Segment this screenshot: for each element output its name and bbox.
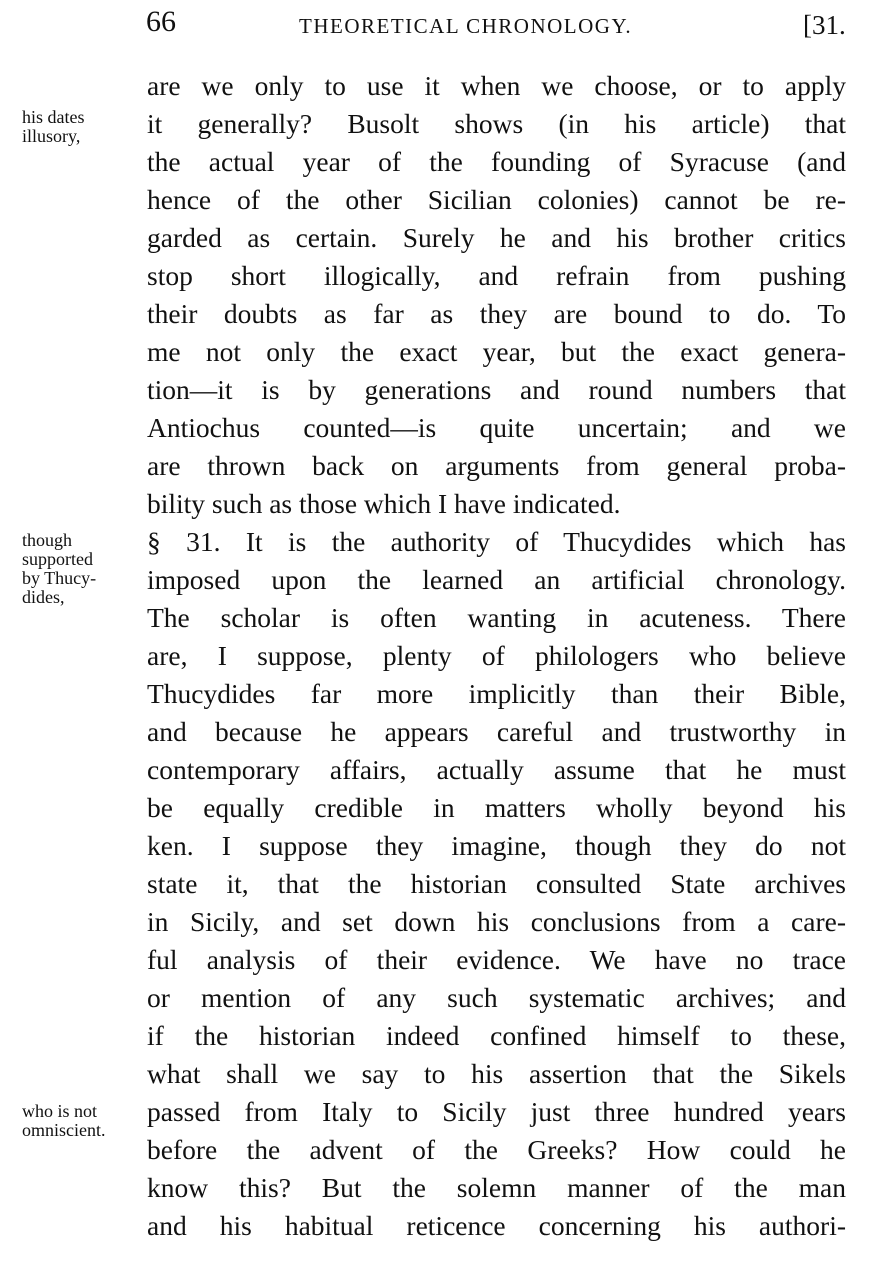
text-line: garded as certain. Surely he and his brother critics <box>147 222 846 253</box>
text-line: ken. I suppose they imagine, though they do not <box>147 830 846 861</box>
page-number: 66 <box>146 5 176 38</box>
text-line: and because he appears careful and trustworthy in <box>147 716 846 747</box>
margin-note-line: supported <box>22 549 93 569</box>
margin-note-line: his dates <box>22 107 85 127</box>
margin-note-line: who is not <box>22 1101 98 1121</box>
text-line: the actual year of the founding of Syracuse (and <box>147 146 846 177</box>
text-line: be equally credible in matters wholly beyond his <box>147 792 846 823</box>
text-line: their doubts as far as they are bound to do. To <box>147 298 846 329</box>
margin-note-line: illusory, <box>22 126 81 146</box>
text-line: stop short illogically, and refrain from pushing <box>147 260 846 291</box>
margin-note-supported-by-thucydides <box>22 531 142 607</box>
text-line: and his habitual reticence concerning his authori- <box>147 1210 846 1241</box>
text-line: ful analysis of their evidence. We have no trace <box>147 944 846 975</box>
text-line: are thrown back on arguments from general proba- <box>147 450 846 481</box>
margin-note-not-omniscient <box>22 1102 142 1140</box>
section-reference: [31. <box>803 10 846 40</box>
text-line: are, I suppose, plenty of philologers who believe <box>147 640 846 671</box>
text-line: or mention of any such systematic archives; and <box>147 982 846 1013</box>
margin-note-line: though <box>22 530 73 550</box>
margin-note-dates-illusory <box>22 108 142 146</box>
text-line: hence of the other Sicilian colonies) cannot be re- <box>147 184 846 215</box>
text-line: passed from Italy to Sicily just three hundred years <box>147 1096 846 1127</box>
margin-note-line: by Thucy- <box>22 568 97 588</box>
margin-note-line: omniscient. <box>22 1120 106 1140</box>
paragraph-last-line: bility such as those which I have indicated. <box>147 488 621 519</box>
text-line: imposed upon the learned an artificial chronology. <box>147 564 846 595</box>
margin-note-line: dides, <box>22 587 65 607</box>
text-line: me not only the exact year, but the exact genera- <box>147 336 846 367</box>
text-line: Thucydides far more implicitly than their Bible, <box>147 678 846 709</box>
text-line: state it, that the historian consulted State archives <box>147 868 846 899</box>
text-line: before the advent of the Greeks? How could he <box>147 1134 846 1165</box>
page-header <box>0 0 871 60</box>
text-line: are we only to use it when we choose, or to apply <box>147 70 846 101</box>
section-heading-line: § 31. It is the authority of Thucydides which has <box>147 526 846 557</box>
text-line: Antiochus counted—is quite uncertain; and we <box>147 412 846 443</box>
text-line: in Sicily, and set down his conclusions from a care- <box>147 906 846 937</box>
text-line: tion—it is by generations and round numbers that <box>147 374 846 405</box>
text-line: it generally? Busolt shows (in his article) that <box>147 108 846 139</box>
text-line: contemporary affairs, actually assume that he must <box>147 754 846 785</box>
text-line: The scholar is often wanting in acuteness. There <box>147 602 846 633</box>
text-line: know this? But the solemn manner of the man <box>147 1172 846 1203</box>
running-title: THEORETICAL CHRONOLOGY. <box>299 14 633 38</box>
text-line: if the historian indeed confined himself to these, <box>147 1020 846 1051</box>
text-line: what shall we say to his assertion that the Sikels <box>147 1058 846 1089</box>
